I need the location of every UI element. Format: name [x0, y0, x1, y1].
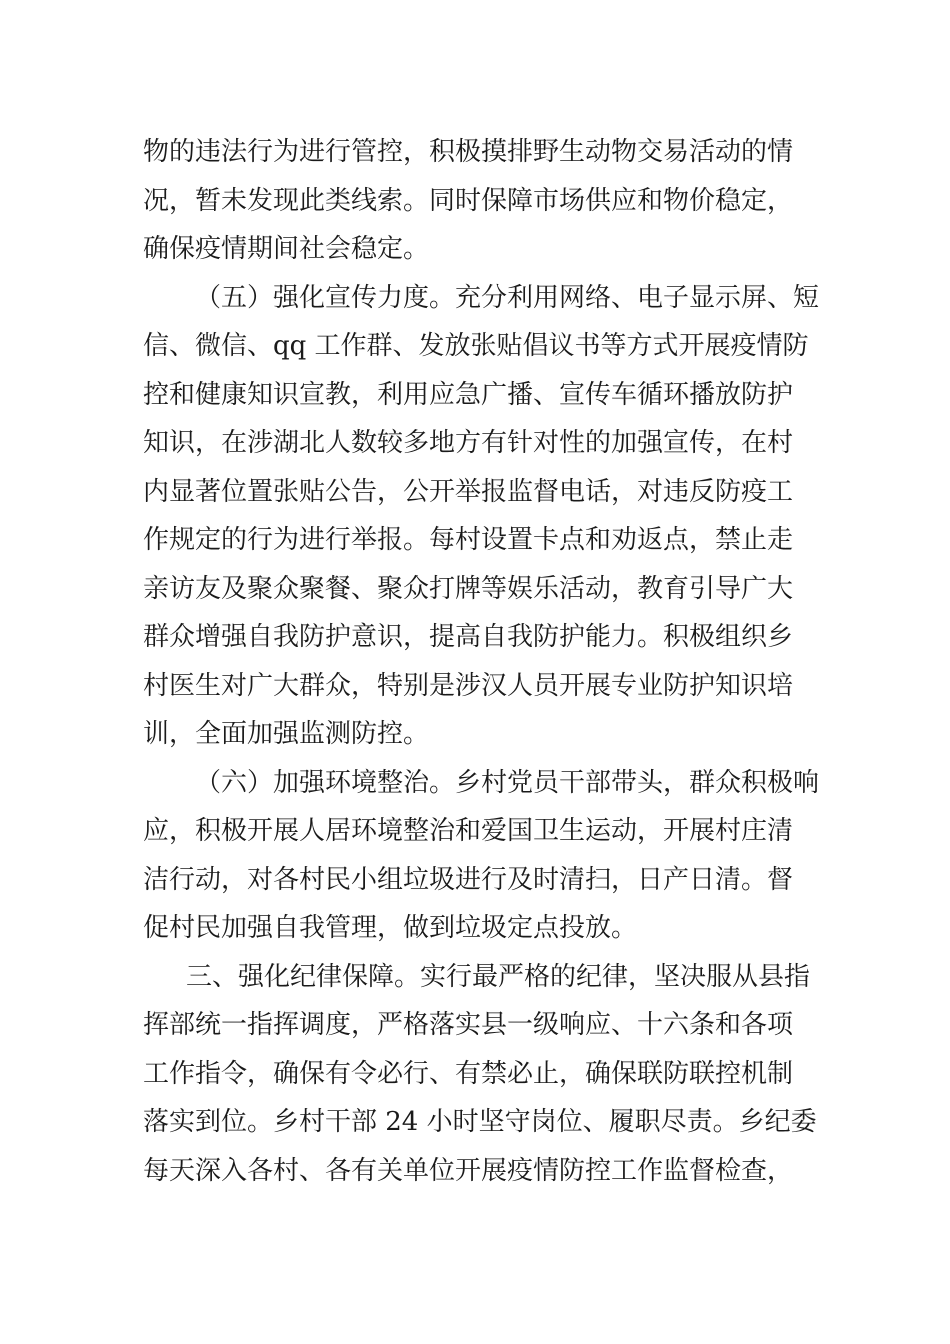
- text-line: （六）加强环境整治。乡村党员干部带头，群众积极响: [195, 767, 820, 798]
- text-line: 工作指令，确保有令必行、有禁必止，确保联防联控机制: [143, 1058, 794, 1089]
- paragraph-six-environment: [143, 759, 820, 953]
- text-line: 群众增强自我防护意识，提高自我防护能力。积极组织乡: [143, 622, 794, 652]
- text-line: 知识，在涉湖北人数较多地方有针对性的加强宣传，在村: [143, 428, 794, 458]
- text-line: （五）强化宣传力度。充分利用网络、电子显示屏、短: [195, 282, 820, 313]
- paragraph-continuation: [143, 128, 808, 274]
- text-line: 落实到位。乡村干部 24 小时坚守岗位、履职尽责。乡纪委: [143, 1107, 817, 1137]
- text-line: 促村民加强自我管理，做到垃圾定点投放。: [143, 913, 638, 943]
- text-line: 村医生对广大群众，特别是涉汉人员开展专业防护知识培: [143, 670, 794, 701]
- text-line: 信、微信、qq 工作群、发放张贴倡议书等方式开展疫情防: [143, 331, 809, 361]
- text-line: 训，全面加强监测防控。: [143, 719, 430, 749]
- text-line: 控和健康知识宣教，利用应急广播、宣传车循环播放防护: [143, 379, 794, 410]
- text-line: 每天深入各村、各有关单位开展疫情防控工作监督检查，: [143, 1155, 794, 1186]
- text-line: 挥部统一指挥调度，严格落实县一级响应、十六条和各项: [143, 1010, 794, 1040]
- paragraph-five-publicity: [143, 274, 820, 759]
- text-line: 况，暂未发现此类线索。同时保障市场供应和物价稳定，: [143, 185, 794, 216]
- text-line: 亲访友及聚众聚餐、聚众打牌等娱乐活动，教育引导广大: [143, 573, 794, 604]
- text-line: 确保疫情期间社会稳定。: [143, 234, 430, 264]
- text-line: 洁行动，对各村民小组垃圾进行及时清扫，日产日清。督: [143, 864, 794, 895]
- text-line: 应，积极开展人居环境整治和爱国卫生运动，开展村庄清: [143, 816, 794, 846]
- text-line: 三、强化纪律保障。实行最严格的纪律，坚决服从县指: [186, 961, 811, 992]
- paragraph-three-discipline: [143, 953, 817, 1196]
- text-line: 作规定的行为进行举报。每村设置卡点和劝返点，禁止走: [143, 525, 794, 555]
- text-line: 内显著位置张贴公告，公开举报监督电话，对违反防疫工: [143, 476, 794, 507]
- text-line: 物的违法行为进行管控，积极摸排野生动物交易活动的情: [143, 137, 794, 167]
- document-body: [143, 128, 820, 1195]
